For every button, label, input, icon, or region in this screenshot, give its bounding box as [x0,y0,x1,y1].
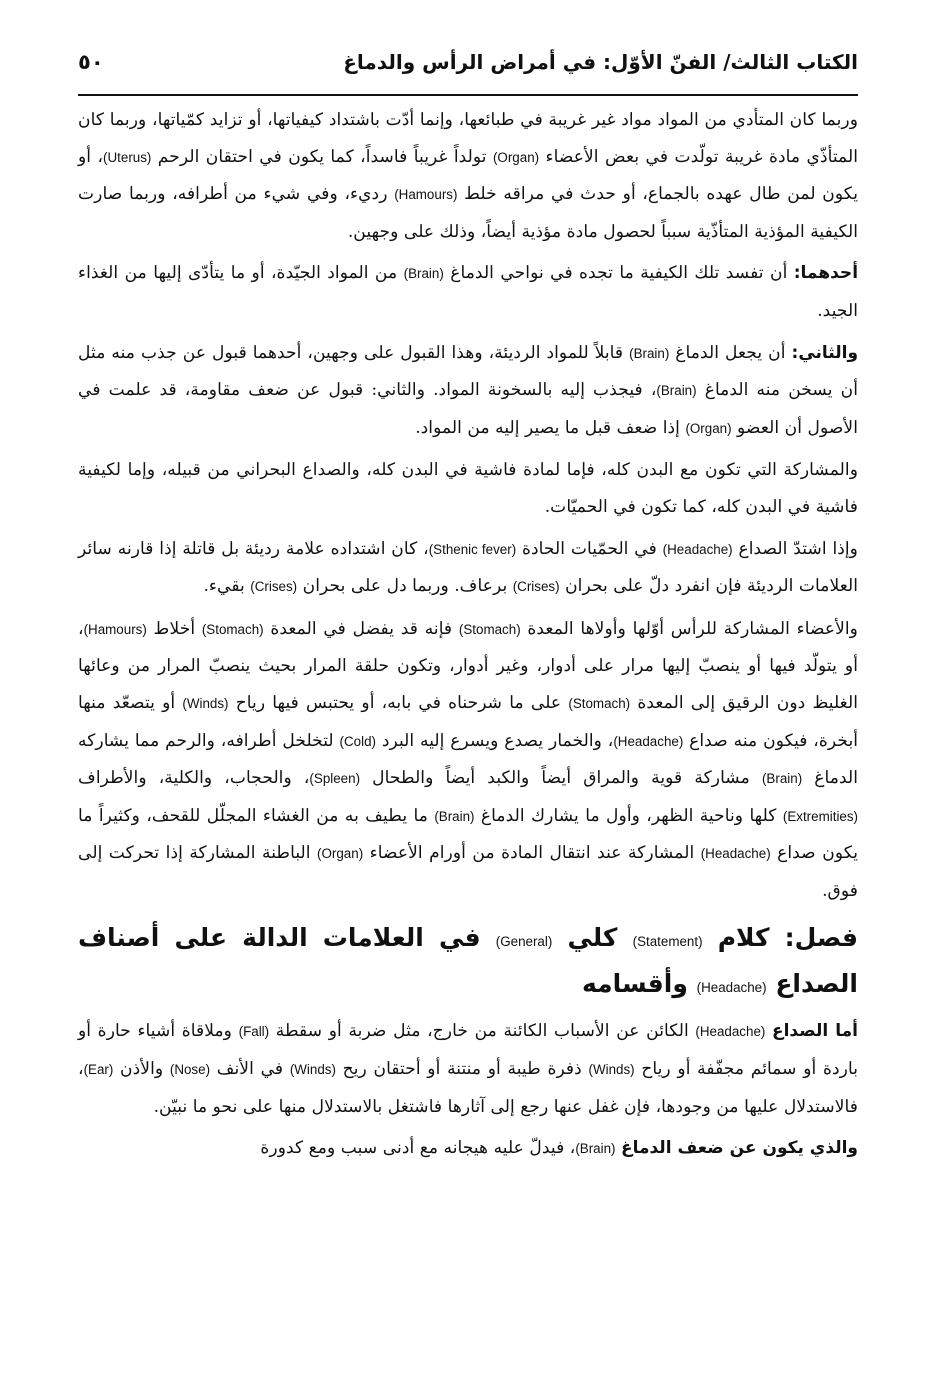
text: في الحمّيات الحادة [521,538,657,559]
english-term: (Spleen) [309,771,361,787]
paragraph-lead: أما الصداع [771,1021,859,1042]
text: ، كان اشتداده علامة رديئة بل قاتلة إذا قارنه سائر العلامات الرديئة فإن انفرد دلّ على بحران [78,538,858,597]
text: وإذا اشتدّ الصداع [738,538,858,559]
english-term: (Headache) [662,541,733,557]
text: ، فالاستدلال عليها من وجودها، فإن غفل عنها رجع إلى آثارها فاشتغل بالاستدلال منها على نحو ما نبيّن. [78,1059,858,1117]
text: تولداً غريباً فاسداً، كما يكون في احتقان الرحم [157,146,487,167]
text: لتخلخل أطرافه، والرحم مما يشاركه الدماغ [78,730,858,789]
english-term: (Winds) [182,695,229,711]
text: ، أو يتولّد فيها أو ينصبّ إليها مرار على أدوار، وغير أدوار، وتكون حلقة المرار بحيث ينصبّ المرار من وعائها الغليظ دون الرقيق إلى المعدة [78,618,858,713]
english-term: (Stomach) [201,621,264,637]
text: ، أو يكون لمن طال عهده بالجماع، أو حدث في مراقه خلط [78,146,858,205]
english-term: (Headache) [613,733,684,749]
english-term: (Brain) [575,1141,616,1157]
text: ، فيجذب إليه بالسخونة المواد. والثاني: قبول عن ضعف مقاومة، قد علمت في الأصول أن العضو [78,380,858,438]
english-term: (Brain) [434,808,475,824]
book-page [78,0,858,1383]
paragraph-5 [78,531,858,606]
heading-text: في العلامات الدالة على أصناف الصداع [78,923,858,999]
english-term: (Cold) [339,733,376,749]
text: والأعضاء المشاركة للرأس أوّلها وأولاها المعدة [527,618,858,639]
english-term: (Winds) [588,1062,635,1078]
english-term: (Headache) [695,1024,766,1040]
text: على ما شرحناه في بابه، أو يحتبس فيها رياح [235,692,562,713]
text: كلها وناحية الظهر، وأول ما يشارك الدماغ [480,805,777,826]
text: فإنه قد يفضل في المعدة [270,618,453,639]
paragraph-lead: والذي يكون عن ضعف الدماغ [620,1138,858,1159]
text: المشاركة عند انتقال المادة من أورام الأعضاء [369,843,695,864]
text: الباطنة المشاركة إذا تحركت إلى فوق. [78,843,858,901]
text: أن يجعل الدماغ [675,342,786,363]
text: إذا ضعف قبل ما يصير إليه من المواد. [415,417,680,438]
text: والأذن [120,1059,164,1080]
text: أن تفسد تلك الكيفية ما تجده في نواحي الدماغ [450,263,788,284]
text: بقيء. [203,576,245,597]
running-header [78,38,858,86]
english-term: (Statement) [632,934,703,950]
paragraph-lead: والثاني: [791,342,859,363]
english-term: (Uterus) [103,149,152,165]
header-rule [78,94,858,96]
english-term: (Brain) [656,383,697,399]
text: من المواد الجيّدة، أو ما يتأدّى إليها من الغذاء الجيد. [78,263,858,321]
english-term: (Headache) [700,846,771,862]
english-term: (Brain) [403,266,444,282]
english-term: (Crises) [250,579,298,595]
english-term: (Stomach) [458,621,521,637]
english-term: (Brain) [629,345,670,361]
paragraph-6 [78,611,858,910]
text: في الأنف [216,1059,284,1080]
text: ما يطيف به من الغشاء المجلّل للقحف، وكثيراً ما يكون صداع [78,805,859,864]
running-title: الكتاب الثالث/ الفنّ الأوّل: في أمراض الرأس والدماغ [343,50,858,74]
english-term: (Nose) [169,1062,211,1078]
english-term: (General) [495,934,553,950]
text: ، والحجاب، والكلية، والأطراف [78,768,310,789]
text: والمشاركة التي تكون مع البدن كله، فإما لمادة فاشية في البدن كله، والصداع البحراني من قبيله، وإما لكيفية فاشية في البدن كله، كما تكون في الحميّات. [78,460,858,517]
paragraph-3 [78,335,858,448]
english-term: (Organ) [685,420,732,436]
paragraph-2 [78,255,858,329]
paragraph-1 [78,102,858,250]
text: ذفرة طيبة أو منتنة أو أحتقان ريح [342,1059,582,1080]
english-term: (Organ) [317,846,364,862]
heading-text: كلي [567,923,618,953]
page-number: ٥٠ [78,49,104,74]
paragraph-lead: أحدهما: [793,263,859,284]
paragraph-7 [78,1013,858,1125]
text: رديء، وفي شيء من أطرافه، وربما صارت الكيفية المؤذية المتأذّية سبباً لحصول مادة مؤذية أيضاً، وذلك على وجهين. [78,184,858,242]
english-term: (Ear) [83,1062,114,1078]
text: قابلاً للمواد الرديئة، وهذا القبول على وجهين، أحدهما قبول عن جذب منه مثل أن يسخن منه الدماغ [78,342,858,401]
page-body [78,102,858,1173]
text: أو يتصعّد منها أبخرة، فيكون منه صداع [78,692,858,751]
text: ، فيدلّ عليه هيجانه مع أدنى سبب ومع كدورة [260,1138,576,1159]
text: وملاقاة أشياء حارة أو باردة أو سمائم مجفّفة أو رياح [78,1021,858,1080]
text: وربما كان المتأدي من المواد مواد غير غريبة في طبائعها، وإنما أدّت باشتداد كيفياتها، أو تزايد كمّياتها، وربما كان المتأذّي مادة غريبة تولّدت في بعض الأعضاء [78,110,858,167]
text: الكائن عن الأسباب الكائنة من خارج، مثل ضربة أو سقطة [275,1021,689,1042]
english-term: (Brain) [761,771,803,787]
english-term: (Sthenic fever) [428,541,517,557]
english-term: (Headache) [696,980,767,996]
text: أخلاط [153,618,196,639]
section-heading [78,917,858,1009]
heading-text: وأقسامه [581,969,688,999]
paragraph-8 [78,1130,858,1168]
english-term: (Extremities) [782,808,859,824]
heading-text: فصل: كلام [717,923,858,953]
paragraph-4 [78,452,858,525]
text: برعاف. وربما دل على بحران [302,576,508,597]
english-term: (Hamours) [394,187,458,203]
text: ، والخمار يصدع ويسرع إليه البرد [381,730,614,751]
text: مشاركة قوية والمراق أيضاً والكبد أيضاً والطحال [372,768,750,789]
english-term: (Crises) [512,579,560,595]
english-term: (Fall) [238,1024,270,1040]
english-term: (Organ) [492,149,540,165]
english-term: (Stomach) [568,695,631,711]
english-term: (Hamours) [83,621,147,637]
english-term: (Winds) [289,1062,336,1078]
